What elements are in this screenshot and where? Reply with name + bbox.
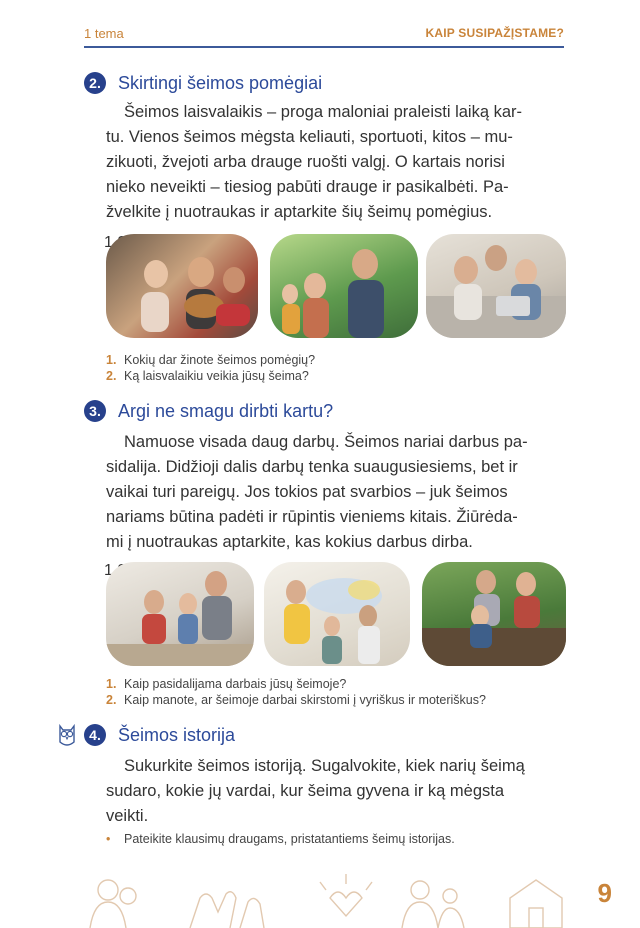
section-2-questions (106, 352, 576, 384)
photo-number: 1 (104, 234, 113, 251)
section-2-heading (84, 70, 322, 96)
text-line: sudaro, kokie jų vardai, kur šeima gyvena ir ką mėgsta (106, 782, 505, 800)
photo-family-cleaning (106, 562, 254, 666)
photo-family-laptop (426, 234, 566, 338)
section-2-paragraph (106, 100, 564, 225)
owl-icon (56, 722, 78, 748)
bullet-dot: • (106, 832, 111, 846)
question-item: 2. Kaip manote, ar šeimoje darbai skirstomi į vyriškus ir moteriškus? (106, 693, 486, 707)
photo-family-music-image (106, 234, 258, 338)
section-4-bullet (106, 832, 455, 846)
text-line: tu. Vienos šeimos mėgsta keliauti, sportuoti, kitos – mu- (106, 128, 513, 146)
page-header (0, 0, 640, 52)
section-title: Šeimos istorija (118, 724, 236, 745)
photo-family-gardening-image (422, 562, 566, 666)
section-4-paragraph (106, 754, 564, 829)
photo-family-hiking (270, 234, 418, 338)
text-line: vaikai turi pareigų. Jos tokios pat svarbios – juk šeimos (106, 483, 508, 501)
page-number: 9 (597, 878, 612, 908)
photo-family-painting-image (264, 562, 410, 666)
photo-family-gardening (422, 562, 566, 666)
text-line: Namuose visada daug darbų. Šeimos nariai darbus pa- (124, 433, 528, 451)
text-line: žvelkite į nuotraukas ir aptarkite šių šeimų pomėgius. (106, 203, 493, 221)
section-3-questions (106, 676, 576, 708)
section-number: 2. (84, 72, 106, 94)
question-item: 1. Kokių dar žinote šeimos pomėgių? (106, 353, 316, 367)
text-line: Šeimos laisvalaikis – proga maloniai praleisti laiką kar- (124, 103, 522, 121)
bullet-text: Pateikite klausimų draugams, pristatantiems šeimų istorijas. (124, 832, 455, 846)
photo-family-music (106, 234, 258, 338)
chapter-title: KAIP SUSIPAŽĮSTAME? (425, 26, 564, 40)
photo-family-hiking-image (270, 234, 418, 338)
section-number: 3. (84, 400, 106, 422)
section-title: Argi ne smagu dirbti kartu? (118, 400, 334, 421)
text-line: Sukurkite šeimos istoriją. Sugalvokite, kiek narių šeimą (124, 757, 525, 775)
section-number: 4. (84, 724, 106, 746)
text-line: mi į nuotraukas aptarkite, kas kokius darbus dirba. (106, 533, 473, 551)
photo-family-laptop-image (426, 234, 566, 338)
footer-decoration (80, 868, 580, 928)
section-title: Skirtingi šeimos pomėgiai (118, 72, 323, 93)
text-line: veikti. (106, 807, 149, 825)
section-2-photos (104, 234, 566, 344)
text-line: zikuoti, žvejoti arba drauge ruošti valgį. O kartais norisi (106, 153, 505, 171)
section-4-heading (84, 722, 235, 748)
text-line: nariams būtina padėti ir rūpintis vieniems kitais. Žiūrėda- (106, 508, 518, 526)
chapter-label: 1 tema (84, 26, 124, 41)
text-line: sidalija. Didžioji dalis darbų tenka suaugusiesiems, bet ir (106, 458, 518, 476)
photo-family-cleaning-image (106, 562, 254, 666)
header-rule (84, 46, 564, 48)
question-item: 1. Kaip pasidalijama darbais jūsų šeimoje? (106, 677, 347, 691)
question-item: 2. Ką laisvalaikiu veikia jūsų šeima? (106, 369, 309, 383)
photo-number: 1 (104, 562, 113, 579)
text-line: nieko neveikti – tiesiog pabūti drauge ir pasikalbėti. Pa- (106, 178, 509, 196)
section-3-heading (84, 398, 333, 424)
section-3-paragraph (106, 430, 564, 555)
photo-family-painting (264, 562, 410, 666)
section-3-photos (104, 562, 566, 672)
